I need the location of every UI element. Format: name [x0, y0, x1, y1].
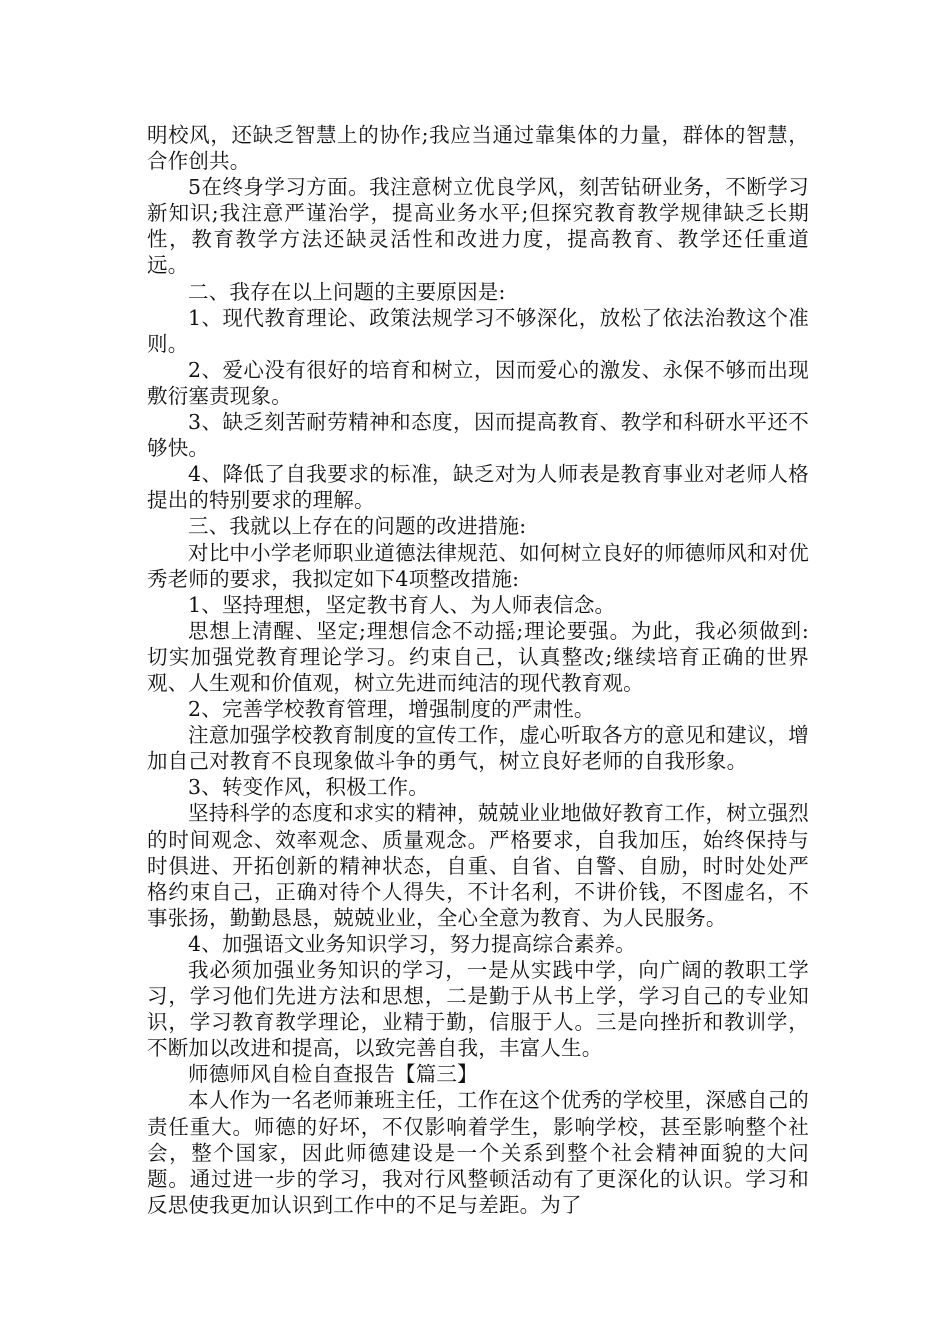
- paragraph: 坚持科学的态度和求实的精神，兢兢业业地做好教育工作，树立强烈的时间观念、效率观念、质量观念。严格要求，自我加压，始终保持与时俱进、开拓创新的精神状态，自重、自省、自警、自励，时时处处严格约束自己，正确对待个人得失，不计名利，不讲价钱，不图虚名，不事张扬，勤勤恳恳，兢兢业业，全心全意为教育、为人民服务。: [147, 801, 809, 930]
- paragraph: 2、完善学校教育管理，增强制度的严肃性。: [188, 697, 595, 722]
- paragraph: 本人作为一名老师兼班主任，工作在这个优秀的学校里，深感自己的责任重大。师德的好坏，不仅影响着学生，影响学校，甚至影响整个社会，整个国家，因此师德建设是一个关系到整个社会精神面貌的大问题。通过进一步的学习，我对行风整顿活动有了更深化的认识。学习和反思使我更加认识到工作中的不足与差距。为了: [147, 1088, 809, 1217]
- paragraph: 3、转变作风，积极工作。: [188, 775, 429, 800]
- paragraph: 我必须加强业务知识的学习，一是从实践中学，向广阔的教职工学习，学习他们先进方法和思想，二是勤于从书上学，学习自己的专业知识，学习教育教学理论，业精于勤，信服于人。三是向挫折和教训学，不断加以改进和提高，以致完善自我，丰富人生。: [147, 958, 809, 1061]
- paragraph: 注意加强学校教育制度的宣传工作，虚心听取各方的意见和建议，增加自己对教育不良现象做斗争的勇气，树立良好老师的自我形象。: [147, 723, 809, 774]
- paragraph: 4、降低了自我要求的标准，缺乏对为人师表是教育事业对老师人格提出的特别要求的理解。: [147, 462, 809, 513]
- paragraph: 思想上清醒、坚定;理想信念不动摇;理论要强。为此，我必须做到:切实加强党教育理论学习。约束自己，认真整改;继续培育正确的世界观、人生观和价值观，树立先进而纯洁的现代教育观。: [147, 618, 809, 695]
- paragraph: 对比中小学老师职业道德法律规范、如何树立良好的师德师风和对优秀老师的要求，我拟定如下4项整改措施:: [147, 540, 809, 591]
- report-title: 师德师风自检自查报告【篇三】: [188, 1062, 478, 1087]
- section-heading: 三、我就以上存在的问题的改进措施:: [188, 514, 527, 539]
- paragraph: 5在终身学习方面。我注意树立优良学风，刻苦钻研业务，不断学习新知识;我注意严谨治学，提高业务水平;但探究教育教学规律缺乏长期性，教育教学方法还缺灵活性和改进力度，提高教育、教学还任重道远。: [147, 175, 809, 278]
- paragraph: 1、坚持理想，坚定教书育人、为人师表信念。: [188, 592, 616, 617]
- paragraph: 3、缺乏刻苦耐劳精神和态度，因而提高教育、教学和科研水平还不够快。: [147, 410, 809, 461]
- paragraph: 1、现代教育理论、政策法规学习不够深化，放松了依法治教这个准则。: [147, 305, 809, 356]
- paragraph: 4、加强语文业务知识学习，努力提高综合素养。: [188, 931, 636, 956]
- paragraph: 明校风，还缺乏智慧上的协作;我应当通过靠集体的力量，群体的智慧，合作创共。: [147, 123, 809, 174]
- paragraph: 2、爱心没有很好的培育和树立，因而爱心的激发、永保不够而出现敷衍塞责现象。: [147, 357, 809, 408]
- document-body: [147, 122, 809, 1218]
- section-heading: 二、我存在以上问题的主要原因是:: [188, 279, 506, 304]
